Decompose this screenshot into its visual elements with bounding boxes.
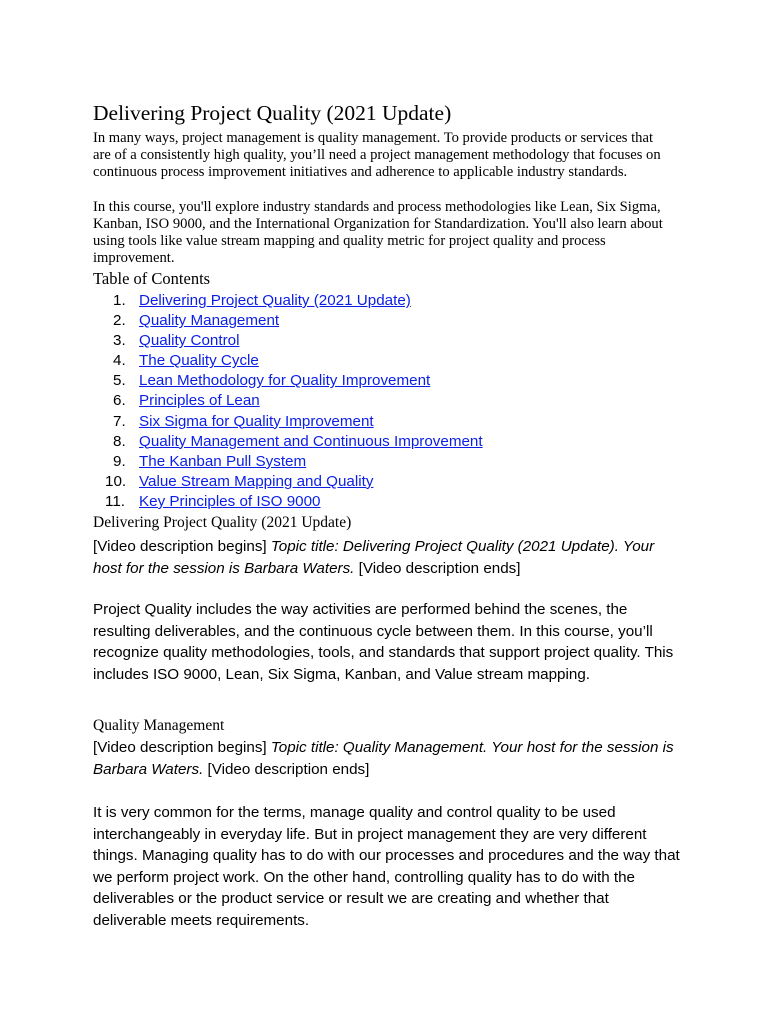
- toc-item-number: 1.: [113, 292, 126, 309]
- toc-item-number: 10.: [105, 472, 127, 490]
- toc-link[interactable]: The Quality Cycle: [139, 352, 259, 370]
- video-topic-title: Topic title: Quality Management. Your host for the session is Barbara Waters.: [93, 739, 674, 778]
- toc-link[interactable]: Quality Management and Continuous Improvement: [139, 432, 483, 450]
- toc-item-number: 9.: [113, 452, 126, 470]
- toc-link[interactable]: Six Sigma for Quality Improvement: [139, 412, 374, 430]
- video-description-begin: [Video description begins]: [93, 739, 267, 756]
- document-title: Delivering Project Quality (2021 Update): [93, 101, 452, 125]
- toc-link[interactable]: Value Stream Mapping and Quality: [139, 472, 374, 490]
- toc-link[interactable]: Quality Management: [139, 312, 280, 330]
- toc-item-number: 6.: [113, 392, 126, 410]
- video-description: [93, 536, 683, 579]
- toc-item-number: 7.: [113, 412, 126, 430]
- toc-link[interactable]: Lean Methodology for Quality Improvement: [139, 372, 431, 390]
- section-heading: Delivering Project Quality (2021 Update): [93, 514, 352, 531]
- toc-item-number: 11.: [105, 492, 125, 510]
- toc-link[interactable]: Delivering Project Quality (2021 Update): [139, 292, 411, 309]
- toc-link[interactable]: The Kanban Pull System: [139, 452, 307, 470]
- toc-link[interactable]: Key Principles of ISO 9000: [139, 492, 321, 510]
- section-body-text: It is very common for the terms, manage quality and control quality to be used interchangeably in everyday life. But in project management they are very different things. Managing quality has to do with our processes and procedures and the way that we perform project work. On the other hand, controlling quality has to do with the deliverables or the product service or result we are creating and whether that deliverable meets requirements.: [93, 804, 680, 929]
- video-description-begin: [Video description begins]: [93, 538, 267, 555]
- toc-item-number: 8.: [113, 432, 126, 450]
- section-body-text: Project Quality includes the way activities are performed behind the scenes, the resulting deliverables, and the continuous cycle between them. In this course, you’ll recognize quality methodologies, tools, and standards that support project quality. This includes ISO 9000, Lean, Six Sigma, Kanban, and Value stream mapping.: [93, 601, 674, 683]
- toc-link[interactable]: Quality Control: [139, 332, 240, 350]
- toc-item-number: 5.: [113, 372, 126, 390]
- toc-link[interactable]: Principles of Lean: [139, 392, 260, 410]
- toc-item-number: 4.: [113, 352, 126, 370]
- intro-paragraph-2: In this course, you'll explore industry standards and process methodologies like Lean, Six Sigma, Kanban, ISO 9000, and the International Organization for Standardization. You'll also learn about using tools like value stream mapping and quality metric for project quality and process improvement.: [93, 199, 663, 266]
- video-description-end: [Video description ends]: [358, 559, 521, 577]
- video-description-end: [Video description ends]: [207, 760, 370, 778]
- toc-item-number: 2.: [113, 312, 126, 330]
- toc-item-number: 3.: [113, 332, 126, 350]
- video-topic-title: Topic title: Delivering Project Quality (2021 Update). Your host for the session is Barbara Waters.: [93, 538, 655, 577]
- section-heading: Quality Management: [93, 717, 225, 734]
- intro-paragraph-1: In many ways, project management is quality management. To provide products or services that are of a consistently high quality, you’ll need a project management methodology that focuses on continuous process improvement initiatives and adherence to applicable industry standards.: [93, 130, 661, 180]
- video-description: [93, 737, 683, 780]
- toc-heading: Table of Contents: [93, 269, 211, 288]
